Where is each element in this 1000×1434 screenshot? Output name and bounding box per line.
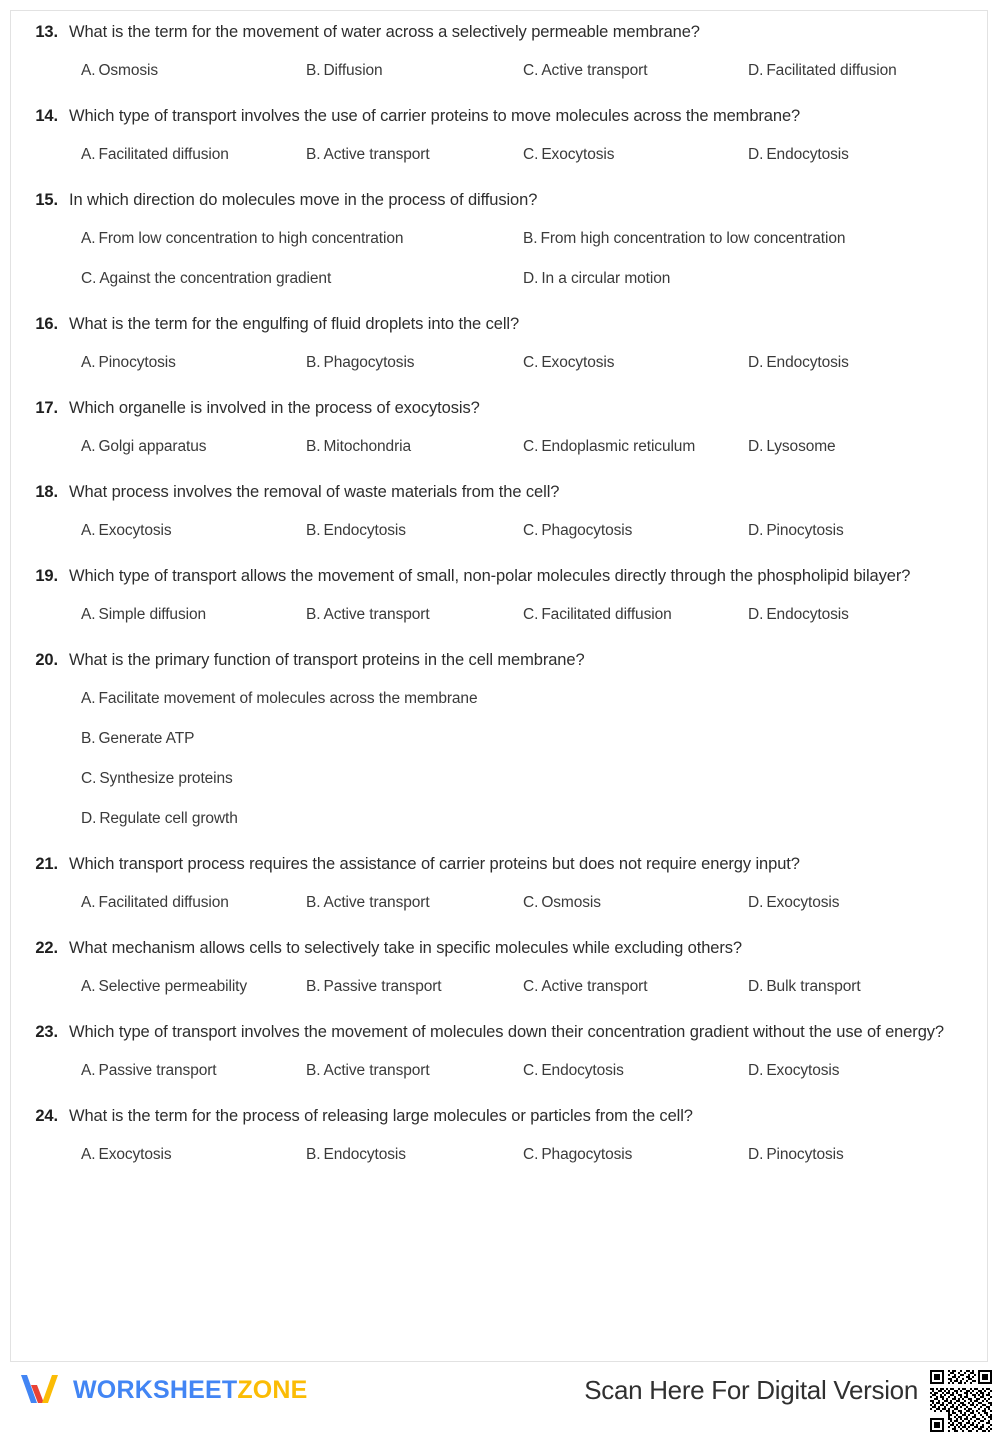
option-label: D. bbox=[748, 522, 764, 539]
option-label: A. bbox=[81, 354, 96, 371]
question-block bbox=[24, 312, 977, 374]
option-text: Synthesize proteins bbox=[99, 770, 233, 787]
question-text: Which type of transport involves the movement of molecules down their concentration gradient without the use of energy? bbox=[69, 1023, 945, 1041]
option-text: Osmosis bbox=[98, 62, 159, 79]
answer-option[interactable] bbox=[523, 352, 614, 374]
answer-option[interactable] bbox=[81, 688, 477, 710]
option-label: A. bbox=[81, 522, 96, 539]
option-label: B. bbox=[306, 1062, 321, 1079]
question-block bbox=[24, 1020, 977, 1082]
question-block bbox=[24, 564, 977, 626]
option-label: D. bbox=[748, 978, 764, 995]
option-label: A. bbox=[81, 230, 96, 247]
answer-option[interactable] bbox=[81, 976, 247, 998]
question-text: Which type of transport involves the use of carrier proteins to move molecules across the membrane? bbox=[69, 107, 801, 125]
answer-option[interactable] bbox=[748, 60, 897, 82]
question-block bbox=[24, 480, 977, 542]
option-label: B. bbox=[306, 438, 321, 455]
option-text: Exocytosis bbox=[541, 146, 615, 163]
option-text: Against the concentration gradient bbox=[99, 270, 332, 287]
answer-row bbox=[69, 144, 977, 166]
answer-row bbox=[69, 688, 977, 710]
question-number: 13. bbox=[35, 23, 58, 41]
option-label: A. bbox=[81, 1062, 96, 1079]
question-number: 19. bbox=[35, 567, 58, 585]
answer-option[interactable] bbox=[81, 1144, 172, 1166]
question-block bbox=[24, 648, 977, 830]
option-text: Endocytosis bbox=[541, 1062, 624, 1079]
answer-option[interactable] bbox=[306, 604, 430, 626]
option-label: D. bbox=[748, 146, 764, 163]
worksheet-zone-logo[interactable] bbox=[18, 1371, 308, 1409]
answer-options bbox=[69, 144, 977, 166]
option-text: Exocytosis bbox=[766, 894, 840, 911]
answer-option[interactable] bbox=[81, 728, 194, 750]
option-text: Active transport bbox=[323, 606, 430, 623]
answer-row bbox=[69, 268, 977, 290]
logo-w-icon bbox=[18, 1371, 64, 1409]
question-number: 15. bbox=[35, 191, 58, 209]
option-label: D. bbox=[748, 1062, 764, 1079]
answer-row bbox=[69, 1144, 977, 1166]
option-text: Active transport bbox=[323, 146, 430, 163]
option-label: D. bbox=[748, 1146, 764, 1163]
option-text: Regulate cell growth bbox=[99, 810, 238, 827]
question-block bbox=[24, 936, 977, 998]
option-text: Exocytosis bbox=[766, 1062, 840, 1079]
option-text: Phagocytosis bbox=[541, 522, 633, 539]
answer-option[interactable] bbox=[81, 144, 229, 166]
answer-option[interactable] bbox=[523, 436, 695, 458]
option-label: B. bbox=[523, 230, 538, 247]
question-block bbox=[24, 104, 977, 166]
answer-options bbox=[69, 436, 977, 458]
page-footer bbox=[0, 1363, 1000, 1414]
option-text: Active transport bbox=[323, 894, 430, 911]
question-number: 21. bbox=[35, 855, 58, 873]
question-number: 23. bbox=[35, 1023, 58, 1041]
option-label: A. bbox=[81, 606, 96, 623]
option-text: Exocytosis bbox=[98, 1146, 172, 1163]
option-text: Mitochondria bbox=[323, 438, 411, 455]
answer-option[interactable] bbox=[523, 520, 632, 542]
question-text: What is the primary function of transport proteins in the cell membrane? bbox=[69, 651, 585, 669]
option-label: B. bbox=[306, 1146, 321, 1163]
option-text: Pinocytosis bbox=[98, 354, 176, 371]
answer-row bbox=[69, 604, 977, 626]
answer-options bbox=[69, 1144, 977, 1166]
answer-option[interactable] bbox=[748, 1144, 844, 1166]
option-label: B. bbox=[306, 146, 321, 163]
answer-options bbox=[69, 352, 977, 374]
option-label: C. bbox=[523, 978, 539, 995]
option-text: Endocytosis bbox=[323, 522, 406, 539]
logo-word-worksheet: WORKSHEET bbox=[73, 1375, 238, 1404]
option-label: C. bbox=[523, 146, 539, 163]
answer-row bbox=[69, 1060, 977, 1082]
question-number: 24. bbox=[35, 1107, 58, 1125]
option-label: D. bbox=[748, 606, 764, 623]
question-text: In which direction do molecules move in the process of diffusion? bbox=[69, 191, 538, 209]
option-label: A. bbox=[81, 438, 96, 455]
question-block bbox=[24, 396, 977, 458]
answer-row bbox=[69, 436, 977, 458]
option-text: Selective permeability bbox=[98, 978, 248, 995]
answer-option[interactable] bbox=[81, 808, 238, 830]
answer-option[interactable] bbox=[748, 520, 844, 542]
option-text: Endocytosis bbox=[766, 354, 849, 371]
answer-option[interactable] bbox=[306, 436, 411, 458]
option-label: A. bbox=[81, 1146, 96, 1163]
option-text: Endocytosis bbox=[766, 606, 849, 623]
option-text: Osmosis bbox=[541, 894, 601, 911]
option-label: C. bbox=[523, 894, 539, 911]
question-block bbox=[24, 20, 977, 82]
answer-option[interactable] bbox=[748, 976, 861, 998]
option-label: A. bbox=[81, 894, 96, 911]
option-label: C. bbox=[523, 62, 539, 79]
answer-option[interactable] bbox=[81, 268, 331, 290]
answer-option[interactable] bbox=[748, 144, 849, 166]
scan-here-label: Scan Here For Digital Version bbox=[584, 1375, 918, 1405]
answer-option[interactable] bbox=[306, 1144, 406, 1166]
qr-code-icon[interactable] bbox=[928, 1368, 994, 1434]
answer-option[interactable] bbox=[748, 436, 836, 458]
answer-option[interactable] bbox=[306, 352, 414, 374]
question-number: 14. bbox=[35, 107, 58, 125]
question-number: 16. bbox=[35, 315, 58, 333]
worksheet-page bbox=[10, 10, 988, 1362]
option-text: From high concentration to low concentration bbox=[540, 230, 846, 247]
option-label: C. bbox=[523, 354, 539, 371]
option-label: C. bbox=[523, 1146, 539, 1163]
answer-option[interactable] bbox=[306, 144, 430, 166]
option-text: Passive transport bbox=[98, 1062, 217, 1079]
option-text: Active transport bbox=[541, 978, 648, 995]
question-text: What is the term for the process of releasing large molecules or particles from the cell? bbox=[69, 1107, 693, 1125]
question-block bbox=[24, 188, 977, 290]
answer-option[interactable] bbox=[523, 1060, 624, 1082]
answer-option[interactable] bbox=[306, 976, 442, 998]
option-text: Facilitated diffusion bbox=[766, 62, 897, 79]
option-label: B. bbox=[306, 354, 321, 371]
option-text: Exocytosis bbox=[98, 522, 172, 539]
answer-row bbox=[69, 520, 977, 542]
option-text: Facilitated diffusion bbox=[98, 146, 229, 163]
option-text: Golgi apparatus bbox=[98, 438, 207, 455]
option-label: A. bbox=[81, 146, 96, 163]
question-number: 20. bbox=[35, 651, 58, 669]
option-label: C. bbox=[81, 270, 97, 287]
logo-wordmark bbox=[73, 1375, 308, 1404]
option-label: A. bbox=[81, 978, 96, 995]
question-block bbox=[24, 852, 977, 914]
option-label: D. bbox=[748, 894, 764, 911]
questions-container bbox=[24, 20, 977, 1188]
answer-option[interactable] bbox=[306, 520, 406, 542]
answer-option[interactable] bbox=[748, 892, 839, 914]
answer-option[interactable] bbox=[306, 892, 430, 914]
option-label: A. bbox=[81, 690, 96, 707]
answer-option[interactable] bbox=[523, 1144, 632, 1166]
question-text: Which type of transport allows the movement of small, non-polar molecules directly through the phospholipid bilayer? bbox=[69, 567, 911, 585]
answer-row bbox=[69, 808, 977, 830]
option-label: D. bbox=[748, 354, 764, 371]
answer-options bbox=[69, 60, 977, 82]
option-text: Facilitate movement of molecules across the membrane bbox=[98, 690, 478, 707]
question-block bbox=[24, 1104, 977, 1166]
option-text: Endocytosis bbox=[323, 1146, 406, 1163]
answer-option[interactable] bbox=[523, 268, 670, 290]
option-text: Passive transport bbox=[323, 978, 442, 995]
option-text: Facilitated diffusion bbox=[98, 894, 229, 911]
answer-option[interactable] bbox=[523, 976, 647, 998]
answer-option[interactable] bbox=[523, 604, 672, 626]
option-label: D. bbox=[748, 438, 764, 455]
answer-row bbox=[69, 728, 977, 750]
option-text: Phagocytosis bbox=[323, 354, 415, 371]
answer-row bbox=[69, 228, 977, 250]
answer-options bbox=[69, 228, 977, 290]
answer-option[interactable] bbox=[81, 352, 176, 374]
answer-row bbox=[69, 352, 977, 374]
answer-option[interactable] bbox=[81, 520, 172, 542]
option-text: From low concentration to high concentration bbox=[98, 230, 404, 247]
answer-options bbox=[69, 976, 977, 998]
answer-option[interactable] bbox=[523, 892, 601, 914]
option-label: D. bbox=[81, 810, 97, 827]
question-text: What is the term for the engulfing of fluid droplets into the cell? bbox=[69, 315, 520, 333]
option-text: Active transport bbox=[541, 62, 648, 79]
answer-row bbox=[69, 768, 977, 790]
option-text: Phagocytosis bbox=[541, 1146, 633, 1163]
option-text: Endoplasmic reticulum bbox=[541, 438, 696, 455]
question-number: 18. bbox=[35, 483, 58, 501]
option-label: D. bbox=[523, 270, 539, 287]
option-label: C. bbox=[523, 606, 539, 623]
answer-option[interactable] bbox=[81, 228, 403, 250]
answer-option[interactable] bbox=[306, 60, 383, 82]
question-text: What is the term for the movement of water across a selectively permeable membrane? bbox=[69, 23, 700, 41]
question-text: Which organelle is involved in the process of exocytosis? bbox=[69, 399, 480, 417]
answer-options bbox=[69, 1060, 977, 1082]
option-text: Facilitated diffusion bbox=[541, 606, 672, 623]
answer-option[interactable] bbox=[748, 1060, 839, 1082]
option-text: Active transport bbox=[323, 1062, 430, 1079]
answer-option[interactable] bbox=[748, 352, 849, 374]
option-text: Diffusion bbox=[323, 62, 383, 79]
question-number: 17. bbox=[35, 399, 58, 417]
answer-option[interactable] bbox=[81, 60, 158, 82]
answer-row bbox=[69, 60, 977, 82]
option-label: C. bbox=[523, 438, 539, 455]
option-text: Simple diffusion bbox=[98, 606, 206, 623]
answer-option[interactable] bbox=[81, 436, 206, 458]
answer-option[interactable] bbox=[523, 144, 614, 166]
option-label: B. bbox=[306, 978, 321, 995]
answer-option[interactable] bbox=[748, 604, 849, 626]
option-text: Endocytosis bbox=[766, 146, 849, 163]
logo-word-zone: ZONE bbox=[237, 1375, 308, 1404]
question-text: What process involves the removal of waste materials from the cell? bbox=[69, 483, 560, 501]
answer-options bbox=[69, 520, 977, 542]
option-text: Pinocytosis bbox=[766, 522, 844, 539]
option-text: Generate ATP bbox=[98, 730, 195, 747]
option-label: B. bbox=[306, 62, 321, 79]
question-text: Which transport process requires the assistance of carrier proteins but does not require energy input? bbox=[69, 855, 800, 873]
answer-option[interactable] bbox=[81, 604, 206, 626]
answer-options bbox=[69, 688, 977, 830]
answer-options bbox=[69, 892, 977, 914]
option-label: B. bbox=[306, 894, 321, 911]
option-label: B. bbox=[306, 606, 321, 623]
answer-row bbox=[69, 892, 977, 914]
option-label: D. bbox=[748, 62, 764, 79]
option-text: In a circular motion bbox=[541, 270, 671, 287]
question-number: 22. bbox=[35, 939, 58, 957]
option-label: B. bbox=[81, 730, 96, 747]
answer-option[interactable] bbox=[81, 768, 233, 790]
option-label: C. bbox=[523, 1062, 539, 1079]
option-text: Pinocytosis bbox=[766, 1146, 844, 1163]
answer-option[interactable] bbox=[306, 1060, 430, 1082]
answer-option[interactable] bbox=[523, 228, 845, 250]
option-label: C. bbox=[523, 522, 539, 539]
option-label: C. bbox=[81, 770, 97, 787]
option-label: B. bbox=[306, 522, 321, 539]
option-text: Exocytosis bbox=[541, 354, 615, 371]
answer-row bbox=[69, 976, 977, 998]
answer-option[interactable] bbox=[523, 60, 647, 82]
answer-options bbox=[69, 604, 977, 626]
option-label: A. bbox=[81, 62, 96, 79]
option-text: Lysosome bbox=[766, 438, 836, 455]
answer-option[interactable] bbox=[81, 1060, 217, 1082]
option-text: Bulk transport bbox=[766, 978, 861, 995]
question-text: What mechanism allows cells to selectively take in specific molecules while excluding others? bbox=[69, 939, 742, 957]
answer-option[interactable] bbox=[81, 892, 229, 914]
